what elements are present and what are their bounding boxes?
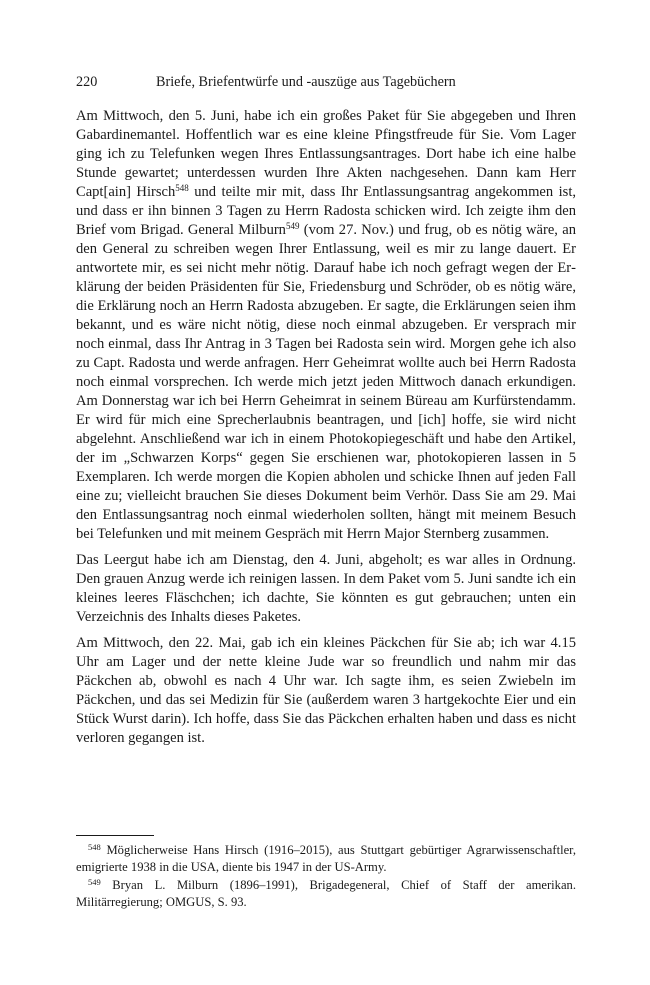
main-text xyxy=(76,107,576,755)
footnote-reference-548: 548 xyxy=(175,183,189,193)
footnote-number: 548 xyxy=(88,842,101,852)
footnotes xyxy=(76,842,576,912)
footnote-text: Bryan L. Milburn (1896–1991), Brigadegeneral, Chief of Staff der amerikan. Militärregierung; OMGUS, S. 93. xyxy=(76,878,576,909)
footnote-549 xyxy=(76,877,576,910)
paragraph-3: Am Mittwoch, den 22. Mai, gab ich ein kleines Päckchen für Sie ab; ich war 4.15 Uhr am Lager und der nette kleine Jude war so freundlich und nahm mir das Päckchen ab, obwohl es nach 4 Uhr war. Ich sagte ihm, es seien Zwiebeln im Päckchen, und das sei Medizin für Sie (außerdem waren 3 hartgekochte Eier und ein Stück Wurst darin). Ich hoffe, dass Sie das Päckchen erhalten haben und dass es nicht verloren gegangen ist. xyxy=(76,635,576,746)
paragraph-2: Das Leergut habe ich am Dienstag, den 4. Juni, abgeholt; es war alles in Ordnung. Den grauen Anzug werde ich reinigen lassen. In dem Paket vom 5. Juni sandte ich ein kleines leeres Fläschchen; ich dachte, Sie könnten es gut gebrauchen; unten ein Verzeichnis des Inhalts dieses Paketes. xyxy=(76,552,576,625)
page-number: 220 xyxy=(76,74,98,90)
paragraph-1-part-c: (vom 27. Nov.) und frug, ob es nötig wäre, an den General zu schreiben wegen Ihrer Entlassung, weil es mir zu lange dauert. Er antwortete mir, es sei nicht mehr nötig. Darauf habe ich noch gefragt wegen der Erklärung der beiden Präsidenten für Sie, Friedensburg und Schröder, ob es nötig wäre, die Erklärung noch an Herrn Radosta abzugeben. Er sagte, die Erklärungen seien ihm bekannt, und es wäre nicht nötig, diese noch einmal abzugeben. Er versprach mir noch einmal, dass Ihr Antrag in 3 Tagen bei Radosta sein wird. Morgen gehe ich also zu Capt. Radosta und werde anfragen. Herr Geheimrat wollte auch bei Herrn Radosta noch einmal vorsprechen. Ich werde mich jetzt jeden Mittwoch danach erkundigen. Am Donnerstag war ich bei Herrn Geheimrat in seinem Büreau am Kurfürstendamm. Er wird für mich eine Sprecherlaubnis beantragen, und [ich] hoffe, sie wird nicht abgelehnt. Anschließend war ich in einem Photokopiegeschäft und habe den Artikel, der im „Schwarzen Korps“ gegen Sie erschienen war, photokopieren lassen in 5 Exemplaren. Ich werde morgen die Kopien abholen und schicke Ihnen auf jeden Fall eine zu; vielleicht brauchen Sie dieses Dokument beim Verhör. Dass Sie am 29. Mai den Entlassungsantrag noch einmal wiederholen sollten, hängt mit meinem Besuch bei Telefunken und mit meinem Gespräch mit Herrn Major Sternberg zusammen. xyxy=(76,222,576,542)
footnote-548 xyxy=(76,842,576,875)
paragraph-1-part-b: und teilte mir mit, dass Ihr Entlassungsantrag angekommen ist, und dass er ihn binnen 3 Tagen zu Herrn Radosta schicken wird. Ich zeigte ihm den Brief vom Brigad. General Milburn xyxy=(76,184,577,238)
paragraph-1-part-a: Am Mittwoch, den 5. Juni, habe ich ein großes Paket für Sie abgegeben und Ihren Gabardinemantel. Hoffentlich war es eine kleine Pfingstfreude für Sie. Vom Lager ging ich zu Telefunken wegen Ihres Entlassungsantrages. Dort habe ich eine halbe Stunde gewartet; unterdessen wurden Ihre Akten nachgesehen. Dann kam Herr Capt[ain] Hirsch xyxy=(76,108,576,200)
footnote-number: 549 xyxy=(88,877,101,887)
footnote-separator xyxy=(76,835,154,836)
footnote-reference-549: 549 xyxy=(285,221,300,231)
footnote-text: Möglicherweise Hans Hirsch (1916–2015), aus Stuttgart gebürtiger Agrarwissenschaftler, emigrierte 1938 in die USA, diente bis 1947 in der US-Army. xyxy=(76,843,576,874)
running-title: Briefe, Briefentwürfe und -auszüge aus Tagebüchern xyxy=(156,74,456,90)
paragraph-1 xyxy=(76,107,576,544)
